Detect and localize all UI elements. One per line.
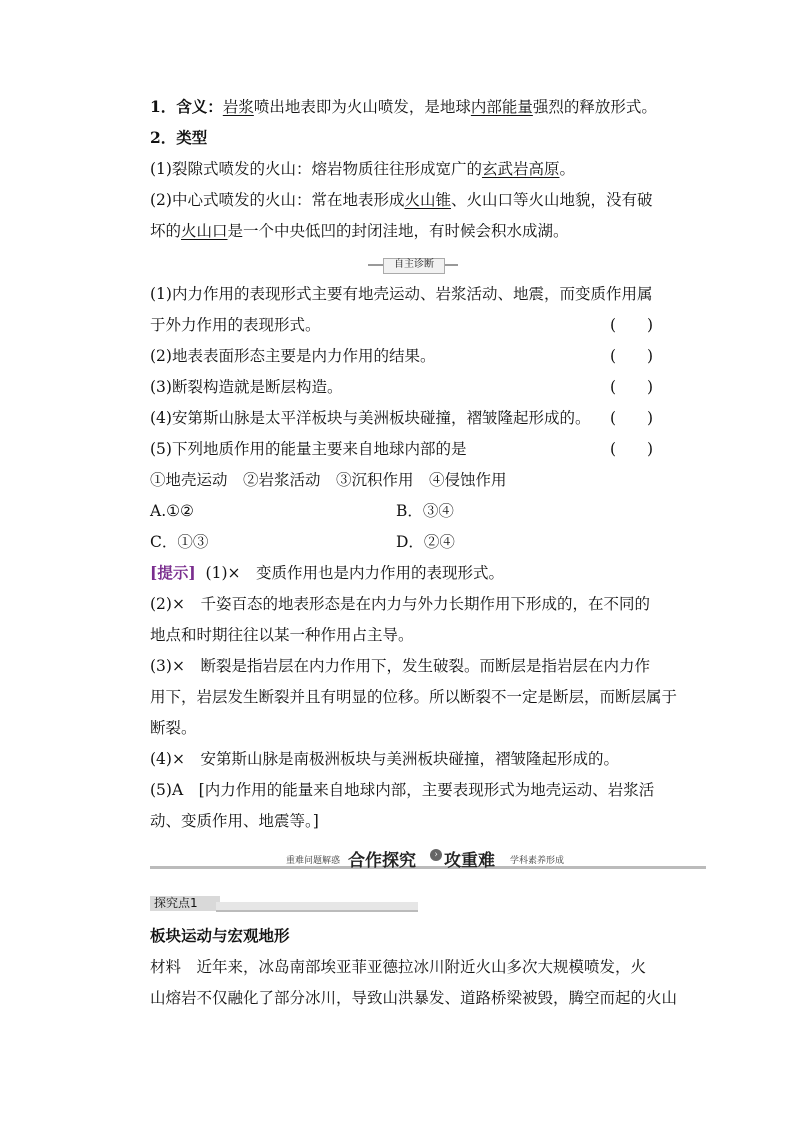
hint-5b: 动、变质作用、地震等。] [150, 812, 319, 830]
inquiry-point-rule [216, 902, 418, 912]
hint-text: (1)× 变质作用也是内力作用的表现形式。 [205, 564, 504, 582]
hint-5a: (5)A [内力作用的能量来自地球内部，主要表现形式为地壳运动、岩浆活 [150, 781, 655, 799]
question-4: (4)安第斯山脉是太平洋板块与美洲板块碰撞，褶皱隆起形成的。 [150, 409, 591, 427]
banner-title-1: 合作探究 [348, 851, 416, 871]
term-crater: 火山口 [181, 222, 228, 240]
banner-title-2: 攻重难 [444, 851, 495, 871]
hint-3b: 用下，岩层发生断裂并且有明显的位移。所以断裂不一定是断层，而断层属于 [150, 688, 678, 706]
text: 坏的 [150, 222, 182, 240]
answer-paren-2: ( ) [610, 347, 654, 365]
section-banner [150, 846, 706, 872]
text: 。 [559, 160, 575, 178]
text: 、火山口等火山地貌，没有破 [450, 191, 653, 209]
answer-paren-5: ( ) [610, 440, 654, 458]
item-number: 1． [150, 97, 177, 116]
type-central-cont [150, 220, 569, 242]
text: (2)中心式喷发的火山：常在地表形成 [150, 191, 405, 209]
answer-paren-3: ( ) [610, 378, 654, 396]
self-diagnosis-badge [368, 258, 458, 272]
question-2: (2)地表表面形态主要是内力作用的结果。 [150, 347, 436, 365]
hint-2a: (2)× 千姿百态的地表形态是在内力与外力长期作用下形成的，在不同的 [150, 595, 650, 613]
item-label: 类型 [176, 128, 208, 147]
answer-paren-4: ( ) [610, 409, 654, 427]
banner-rule [150, 866, 706, 869]
inquiry-point-label: 探究点1 [150, 896, 220, 911]
types-heading [150, 127, 207, 149]
term-magma: 岩浆 [222, 98, 254, 116]
question-1a: (1)内力作用的表现形式主要有地壳运动、岩浆活动、地震，而变质作用属 [150, 285, 653, 303]
text: (1)裂隙式喷发的火山：熔岩物质往往形成宽广的 [150, 160, 482, 178]
definition-line [150, 96, 657, 118]
definition-text-end: 强烈的释放形式。 [532, 98, 657, 116]
badge-label: 自主诊断 [383, 258, 445, 274]
hint-1 [150, 562, 504, 584]
hint-label: [提示] [150, 563, 196, 582]
hint-3a: (3)× 断裂是指岩层在内力作用下，发生破裂。而断层是指岩层在内力作 [150, 657, 650, 675]
type-central [150, 189, 653, 211]
question-5-options: ①地壳运动 ②岩浆活动 ③沉积作用 ④侵蚀作用 [150, 471, 507, 489]
term-internal-energy: 内部能量 [470, 98, 533, 116]
section-title: 板块运动与宏观地形 [150, 926, 290, 945]
term-basalt-plateau: 玄武岩高原 [481, 160, 560, 178]
banner-left-caption: 重难问题解惑 [286, 856, 341, 866]
type-fissure [150, 158, 575, 180]
option-b: B．③④ [396, 502, 454, 520]
question-5: (5)下列地质作用的能量主要来自地球内部的是 [150, 440, 467, 458]
term-volcanic-cone: 火山锥 [404, 191, 451, 209]
hint-3c: 断裂。 [150, 719, 197, 737]
option-a: A.①② [150, 502, 194, 520]
answer-paren-1: ( ) [610, 316, 654, 334]
banner-arrow-icon: › [430, 849, 442, 861]
option-c: C．①③ [150, 533, 209, 551]
hint-4: (4)× 安第斯山脉是南极洲板块与美洲板块碰撞，褶皱隆起形成的。 [150, 750, 619, 768]
text: 是一个中央低凹的封闭洼地，有时候会积水成湖。 [227, 222, 569, 240]
question-1b: 于外力作用的表现形式。 [150, 316, 321, 334]
item-label: 含义： [176, 97, 223, 116]
material-line-2: 山熔岩不仅融化了部分冰川，导致山洪暴发、道路桥梁被毁，腾空而起的火山 [150, 989, 678, 1007]
question-3: (3)断裂构造就是断层构造。 [150, 378, 343, 396]
banner-right-caption: 学科素养形成 [510, 856, 565, 866]
definition-text: 喷出地表即为火山喷发，是地球 [253, 98, 471, 116]
item-number: 2． [150, 128, 177, 147]
inquiry-point-header [150, 896, 418, 912]
option-d: D．②④ [396, 533, 455, 551]
material-line-1: 材料 近年来，冰岛南部埃亚菲亚德拉冰川附近火山多次大规模喷发，火 [150, 958, 647, 976]
hint-2b: 地点和时期往往以某一种作用占主导。 [150, 626, 414, 644]
